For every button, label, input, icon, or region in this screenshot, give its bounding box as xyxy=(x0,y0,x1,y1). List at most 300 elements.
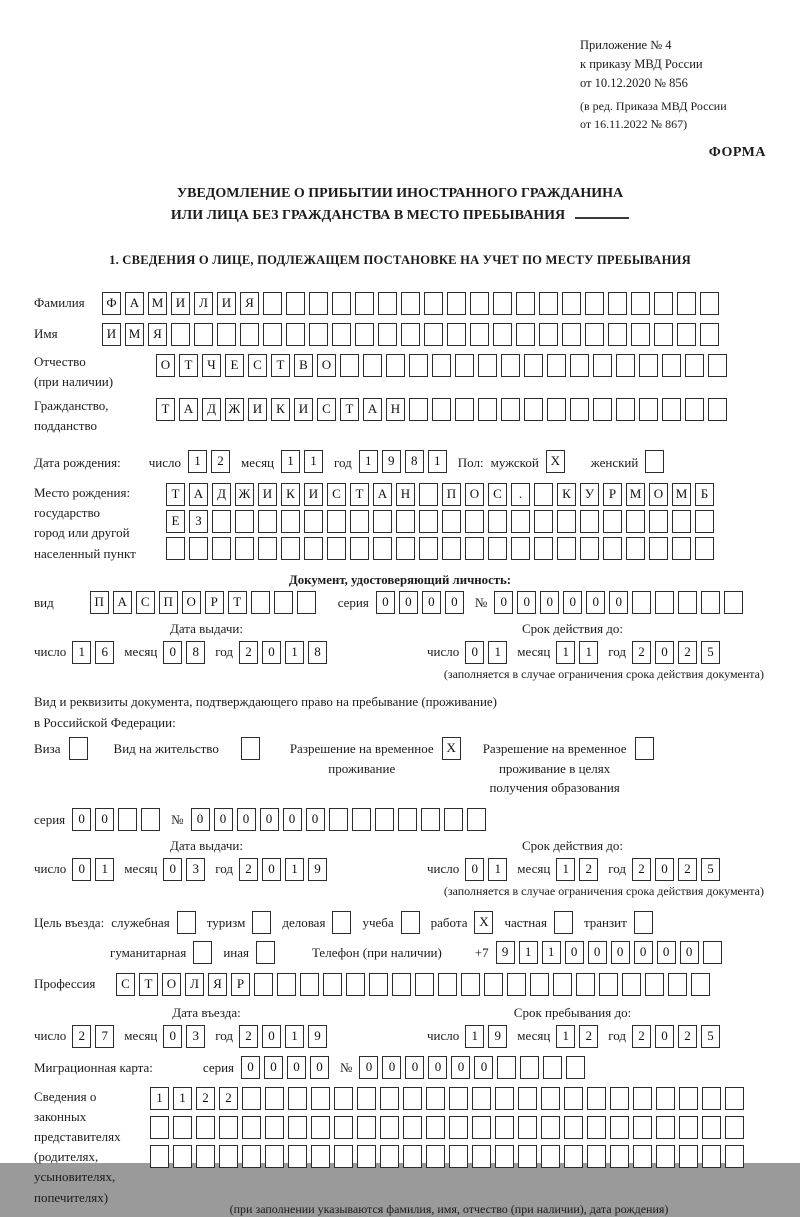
char-box[interactable] xyxy=(419,483,438,506)
char-box[interactable]: 1 xyxy=(556,641,575,664)
char-box[interactable]: Р xyxy=(231,973,250,996)
char-box[interactable]: Т xyxy=(228,591,247,614)
char-box[interactable]: X xyxy=(546,450,565,473)
char-box[interactable]: М xyxy=(125,323,144,346)
char-box[interactable]: 0 xyxy=(655,641,674,664)
char-box[interactable]: 9 xyxy=(488,1025,507,1048)
char-box[interactable] xyxy=(616,354,635,377)
char-box[interactable] xyxy=(442,510,461,533)
char-box[interactable] xyxy=(472,1116,491,1139)
char-box[interactable] xyxy=(633,1145,652,1168)
char-box[interactable] xyxy=(465,510,484,533)
char-box[interactable]: А xyxy=(189,483,208,506)
char-box[interactable] xyxy=(495,1116,514,1139)
char-box[interactable]: 2 xyxy=(678,641,697,664)
char-box[interactable]: 5 xyxy=(701,1025,720,1048)
char-box[interactable] xyxy=(334,1145,353,1168)
char-box[interactable]: Я xyxy=(148,323,167,346)
char-box[interactable]: 2 xyxy=(239,641,258,664)
char-box[interactable]: А xyxy=(179,398,198,421)
char-box[interactable]: О xyxy=(182,591,201,614)
char-box[interactable]: К xyxy=(281,483,300,506)
char-box[interactable] xyxy=(426,1116,445,1139)
char-box[interactable] xyxy=(516,323,535,346)
char-box[interactable] xyxy=(189,537,208,560)
char-box[interactable] xyxy=(449,1116,468,1139)
char-box[interactable]: Р xyxy=(603,483,622,506)
char-box[interactable]: X xyxy=(474,911,493,934)
char-box[interactable]: Н xyxy=(396,483,415,506)
char-box[interactable] xyxy=(541,1116,560,1139)
char-box[interactable] xyxy=(603,510,622,533)
char-box[interactable] xyxy=(557,537,576,560)
char-box[interactable]: И xyxy=(294,398,313,421)
char-box[interactable]: 8 xyxy=(186,641,205,664)
char-box[interactable] xyxy=(677,323,696,346)
char-box[interactable]: 0 xyxy=(474,1056,493,1079)
char-box[interactable]: У xyxy=(580,483,599,506)
char-box[interactable] xyxy=(677,292,696,315)
char-box[interactable] xyxy=(702,1116,721,1139)
char-box[interactable] xyxy=(252,911,271,934)
char-box[interactable] xyxy=(634,911,653,934)
char-box[interactable]: 2 xyxy=(632,858,651,881)
char-box[interactable] xyxy=(235,510,254,533)
char-box[interactable] xyxy=(472,1087,491,1110)
char-box[interactable] xyxy=(610,1116,629,1139)
char-box[interactable] xyxy=(507,973,526,996)
char-box[interactable] xyxy=(656,1116,675,1139)
char-box[interactable] xyxy=(254,973,273,996)
char-box[interactable]: 0 xyxy=(241,1056,260,1079)
char-box[interactable] xyxy=(447,292,466,315)
char-box[interactable] xyxy=(455,398,474,421)
char-box[interactable]: А xyxy=(113,591,132,614)
char-box[interactable] xyxy=(554,911,573,934)
char-box[interactable] xyxy=(639,354,658,377)
char-box[interactable]: 1 xyxy=(488,641,507,664)
char-box[interactable] xyxy=(355,323,374,346)
char-box[interactable]: 0 xyxy=(262,1025,281,1048)
char-box[interactable]: 5 xyxy=(701,641,720,664)
char-box[interactable] xyxy=(553,973,572,996)
char-box[interactable]: К xyxy=(557,483,576,506)
char-box[interactable] xyxy=(281,537,300,560)
char-box[interactable] xyxy=(576,973,595,996)
char-box[interactable] xyxy=(534,510,553,533)
char-box[interactable]: 0 xyxy=(586,591,605,614)
char-box[interactable] xyxy=(424,323,443,346)
char-box[interactable] xyxy=(286,323,305,346)
char-box[interactable]: М xyxy=(626,483,645,506)
char-box[interactable]: Т xyxy=(179,354,198,377)
char-box[interactable] xyxy=(702,1145,721,1168)
char-box[interactable]: 0 xyxy=(310,1056,329,1079)
char-box[interactable] xyxy=(541,1145,560,1168)
char-box[interactable]: Ч xyxy=(202,354,221,377)
char-box[interactable]: 0 xyxy=(445,591,464,614)
char-box[interactable]: З xyxy=(189,510,208,533)
char-box[interactable]: 1 xyxy=(285,641,304,664)
char-box[interactable] xyxy=(265,1087,284,1110)
char-box[interactable]: 2 xyxy=(239,1025,258,1048)
char-box[interactable]: 1 xyxy=(488,858,507,881)
char-box[interactable]: Б xyxy=(695,483,714,506)
char-box[interactable]: А xyxy=(363,398,382,421)
char-box[interactable] xyxy=(334,1087,353,1110)
char-box[interactable]: 0 xyxy=(191,808,210,831)
char-box[interactable]: 2 xyxy=(632,641,651,664)
char-box[interactable]: 1 xyxy=(359,450,378,473)
char-box[interactable] xyxy=(564,1116,583,1139)
char-box[interactable] xyxy=(725,1087,744,1110)
char-box[interactable] xyxy=(258,537,277,560)
char-box[interactable] xyxy=(632,591,651,614)
char-box[interactable]: П xyxy=(442,483,461,506)
char-box[interactable] xyxy=(566,1056,585,1079)
char-box[interactable] xyxy=(467,808,486,831)
char-box[interactable] xyxy=(409,398,428,421)
char-box[interactable] xyxy=(274,591,293,614)
char-box[interactable] xyxy=(432,354,451,377)
char-box[interactable]: 0 xyxy=(306,808,325,831)
char-box[interactable] xyxy=(118,808,137,831)
char-box[interactable]: 0 xyxy=(264,1056,283,1079)
char-box[interactable] xyxy=(357,1145,376,1168)
char-box[interactable] xyxy=(401,911,420,934)
char-box[interactable] xyxy=(288,1116,307,1139)
char-box[interactable] xyxy=(725,1116,744,1139)
char-box[interactable] xyxy=(166,537,185,560)
char-box[interactable]: И xyxy=(304,483,323,506)
char-box[interactable]: С xyxy=(317,398,336,421)
char-box[interactable]: 0 xyxy=(563,591,582,614)
char-box[interactable]: 5 xyxy=(701,858,720,881)
char-box[interactable] xyxy=(424,292,443,315)
char-box[interactable] xyxy=(461,973,480,996)
char-box[interactable] xyxy=(438,973,457,996)
char-box[interactable] xyxy=(708,354,727,377)
char-box[interactable] xyxy=(593,354,612,377)
char-box[interactable]: 3 xyxy=(186,858,205,881)
char-box[interactable]: 2 xyxy=(579,858,598,881)
char-box[interactable] xyxy=(288,1087,307,1110)
char-box[interactable] xyxy=(258,510,277,533)
char-box[interactable] xyxy=(488,537,507,560)
char-box[interactable] xyxy=(150,1145,169,1168)
char-box[interactable] xyxy=(309,292,328,315)
char-box[interactable] xyxy=(217,323,236,346)
char-box[interactable] xyxy=(633,1116,652,1139)
char-box[interactable] xyxy=(373,510,392,533)
char-box[interactable]: С xyxy=(136,591,155,614)
char-box[interactable]: . xyxy=(511,483,530,506)
char-box[interactable] xyxy=(403,1145,422,1168)
char-box[interactable] xyxy=(557,510,576,533)
char-box[interactable]: С xyxy=(488,483,507,506)
char-box[interactable]: 0 xyxy=(262,858,281,881)
char-box[interactable] xyxy=(432,398,451,421)
char-box[interactable]: 0 xyxy=(657,941,676,964)
char-box[interactable]: 0 xyxy=(609,591,628,614)
char-box[interactable]: 1 xyxy=(556,858,575,881)
char-box[interactable] xyxy=(421,808,440,831)
char-box[interactable] xyxy=(193,941,212,964)
char-box[interactable] xyxy=(378,323,397,346)
char-box[interactable] xyxy=(346,973,365,996)
char-box[interactable] xyxy=(488,510,507,533)
char-box[interactable] xyxy=(518,1087,537,1110)
char-box[interactable]: Т xyxy=(166,483,185,506)
char-box[interactable]: Я xyxy=(240,292,259,315)
char-box[interactable]: Ж xyxy=(225,398,244,421)
char-box[interactable] xyxy=(585,292,604,315)
char-box[interactable] xyxy=(277,973,296,996)
char-box[interactable]: Д xyxy=(202,398,221,421)
char-box[interactable] xyxy=(547,398,566,421)
char-box[interactable] xyxy=(564,1087,583,1110)
char-box[interactable] xyxy=(547,354,566,377)
char-box[interactable] xyxy=(678,591,697,614)
char-box[interactable]: 2 xyxy=(196,1087,215,1110)
char-box[interactable] xyxy=(329,808,348,831)
char-box[interactable]: 8 xyxy=(405,450,424,473)
char-box[interactable] xyxy=(403,1087,422,1110)
char-box[interactable] xyxy=(465,537,484,560)
char-box[interactable]: 1 xyxy=(285,858,304,881)
char-box[interactable] xyxy=(587,1145,606,1168)
char-box[interactable] xyxy=(444,808,463,831)
char-box[interactable]: О xyxy=(649,483,668,506)
char-box[interactable]: 0 xyxy=(163,1025,182,1048)
char-box[interactable] xyxy=(212,510,231,533)
char-box[interactable] xyxy=(724,591,743,614)
char-box[interactable] xyxy=(363,354,382,377)
char-box[interactable]: 1 xyxy=(188,450,207,473)
char-box[interactable]: И xyxy=(258,483,277,506)
char-box[interactable] xyxy=(263,292,282,315)
char-box[interactable] xyxy=(251,591,270,614)
char-box[interactable]: М xyxy=(672,483,691,506)
char-box[interactable] xyxy=(380,1145,399,1168)
char-box[interactable] xyxy=(455,354,474,377)
char-box[interactable] xyxy=(649,537,668,560)
char-box[interactable]: 0 xyxy=(376,591,395,614)
char-box[interactable] xyxy=(700,292,719,315)
char-box[interactable] xyxy=(516,292,535,315)
char-box[interactable] xyxy=(263,323,282,346)
char-box[interactable]: 1 xyxy=(95,858,114,881)
char-box[interactable] xyxy=(401,323,420,346)
char-box[interactable] xyxy=(177,911,196,934)
char-box[interactable] xyxy=(472,1145,491,1168)
char-box[interactable]: 1 xyxy=(465,1025,484,1048)
char-box[interactable] xyxy=(350,510,369,533)
char-box[interactable]: С xyxy=(327,483,346,506)
char-box[interactable]: 0 xyxy=(72,808,91,831)
char-box[interactable] xyxy=(327,537,346,560)
char-box[interactable] xyxy=(334,1116,353,1139)
char-box[interactable] xyxy=(288,1145,307,1168)
char-box[interactable]: 0 xyxy=(283,808,302,831)
char-box[interactable] xyxy=(426,1087,445,1110)
char-box[interactable]: 9 xyxy=(308,858,327,881)
char-box[interactable]: И xyxy=(102,323,121,346)
char-box[interactable] xyxy=(685,354,704,377)
char-box[interactable]: 1 xyxy=(285,1025,304,1048)
char-box[interactable] xyxy=(495,1087,514,1110)
char-box[interactable]: 0 xyxy=(260,808,279,831)
char-box[interactable] xyxy=(265,1116,284,1139)
char-box[interactable]: 2 xyxy=(678,858,697,881)
char-box[interactable] xyxy=(649,510,668,533)
char-box[interactable] xyxy=(570,354,589,377)
char-box[interactable] xyxy=(415,973,434,996)
char-box[interactable]: 0 xyxy=(287,1056,306,1079)
char-box[interactable] xyxy=(564,1145,583,1168)
char-box[interactable]: П xyxy=(159,591,178,614)
char-box[interactable] xyxy=(501,398,520,421)
char-box[interactable] xyxy=(645,973,664,996)
char-box[interactable] xyxy=(478,354,497,377)
char-box[interactable] xyxy=(654,323,673,346)
char-box[interactable] xyxy=(442,537,461,560)
char-box[interactable]: 2 xyxy=(579,1025,598,1048)
char-box[interactable] xyxy=(493,292,512,315)
char-box[interactable] xyxy=(311,1087,330,1110)
char-box[interactable] xyxy=(610,1087,629,1110)
char-box[interactable]: О xyxy=(156,354,175,377)
char-box[interactable] xyxy=(656,1145,675,1168)
char-box[interactable]: 6 xyxy=(95,641,114,664)
char-box[interactable] xyxy=(212,537,231,560)
char-box[interactable] xyxy=(196,1116,215,1139)
char-box[interactable]: 0 xyxy=(655,1025,674,1048)
char-box[interactable] xyxy=(300,973,319,996)
char-box[interactable] xyxy=(701,591,720,614)
char-box[interactable]: П xyxy=(90,591,109,614)
char-box[interactable]: 2 xyxy=(239,858,258,881)
char-box[interactable] xyxy=(256,941,275,964)
char-box[interactable]: 0 xyxy=(465,641,484,664)
char-box[interactable] xyxy=(599,973,618,996)
char-box[interactable] xyxy=(672,510,691,533)
char-box[interactable] xyxy=(493,323,512,346)
char-box[interactable] xyxy=(679,1116,698,1139)
char-box[interactable]: К xyxy=(271,398,290,421)
char-box[interactable] xyxy=(501,354,520,377)
char-box[interactable]: 1 xyxy=(150,1087,169,1110)
char-box[interactable]: 0 xyxy=(399,591,418,614)
char-box[interactable]: 1 xyxy=(428,450,447,473)
char-box[interactable] xyxy=(240,323,259,346)
char-box[interactable]: 2 xyxy=(219,1087,238,1110)
char-box[interactable] xyxy=(355,292,374,315)
char-box[interactable] xyxy=(401,292,420,315)
char-box[interactable] xyxy=(662,398,681,421)
char-box[interactable] xyxy=(645,450,664,473)
char-box[interactable] xyxy=(691,973,710,996)
char-box[interactable] xyxy=(242,1116,261,1139)
char-box[interactable] xyxy=(396,510,415,533)
char-box[interactable] xyxy=(511,537,530,560)
char-box[interactable] xyxy=(380,1116,399,1139)
char-box[interactable] xyxy=(332,323,351,346)
char-box[interactable] xyxy=(373,537,392,560)
char-box[interactable] xyxy=(470,292,489,315)
char-box[interactable] xyxy=(375,808,394,831)
char-box[interactable] xyxy=(679,1087,698,1110)
char-box[interactable] xyxy=(524,398,543,421)
char-box[interactable] xyxy=(543,1056,562,1079)
char-box[interactable] xyxy=(449,1145,468,1168)
char-box[interactable] xyxy=(631,323,650,346)
char-box[interactable]: 0 xyxy=(565,941,584,964)
char-box[interactable] xyxy=(173,1145,192,1168)
char-box[interactable] xyxy=(626,510,645,533)
char-box[interactable] xyxy=(403,1116,422,1139)
char-box[interactable] xyxy=(530,973,549,996)
char-box[interactable] xyxy=(332,292,351,315)
char-box[interactable] xyxy=(587,1087,606,1110)
char-box[interactable]: 8 xyxy=(308,641,327,664)
char-box[interactable]: 7 xyxy=(95,1025,114,1048)
char-box[interactable]: 0 xyxy=(465,858,484,881)
char-box[interactable] xyxy=(311,1116,330,1139)
char-box[interactable] xyxy=(311,1145,330,1168)
char-box[interactable] xyxy=(610,1145,629,1168)
char-box[interactable]: 1 xyxy=(281,450,300,473)
char-box[interactable]: С xyxy=(248,354,267,377)
char-box[interactable]: Д xyxy=(212,483,231,506)
char-box[interactable] xyxy=(534,537,553,560)
char-box[interactable] xyxy=(194,323,213,346)
char-box[interactable] xyxy=(392,973,411,996)
char-box[interactable]: 0 xyxy=(405,1056,424,1079)
char-box[interactable]: 0 xyxy=(163,858,182,881)
char-box[interactable] xyxy=(171,323,190,346)
char-box[interactable] xyxy=(580,537,599,560)
char-box[interactable]: 0 xyxy=(214,808,233,831)
char-box[interactable]: 2 xyxy=(678,1025,697,1048)
char-box[interactable]: М xyxy=(148,292,167,315)
char-box[interactable]: С xyxy=(116,973,135,996)
char-box[interactable] xyxy=(449,1087,468,1110)
char-box[interactable]: О xyxy=(317,354,336,377)
char-box[interactable] xyxy=(265,1145,284,1168)
char-box[interactable]: 1 xyxy=(519,941,538,964)
char-box[interactable] xyxy=(369,973,388,996)
char-box[interactable] xyxy=(635,737,654,760)
char-box[interactable] xyxy=(409,354,428,377)
char-box[interactable]: 1 xyxy=(72,641,91,664)
char-box[interactable] xyxy=(286,292,305,315)
char-box[interactable]: 9 xyxy=(496,941,515,964)
char-box[interactable]: 9 xyxy=(308,1025,327,1048)
char-box[interactable] xyxy=(662,354,681,377)
char-box[interactable]: Ж xyxy=(235,483,254,506)
char-box[interactable]: Р xyxy=(205,591,224,614)
char-box[interactable] xyxy=(497,1056,516,1079)
char-box[interactable] xyxy=(518,1145,537,1168)
char-box[interactable] xyxy=(380,1087,399,1110)
char-box[interactable] xyxy=(350,537,369,560)
char-box[interactable] xyxy=(219,1145,238,1168)
char-box[interactable]: И xyxy=(171,292,190,315)
char-box[interactable] xyxy=(562,323,581,346)
char-box[interactable]: 0 xyxy=(72,858,91,881)
char-box[interactable] xyxy=(396,537,415,560)
